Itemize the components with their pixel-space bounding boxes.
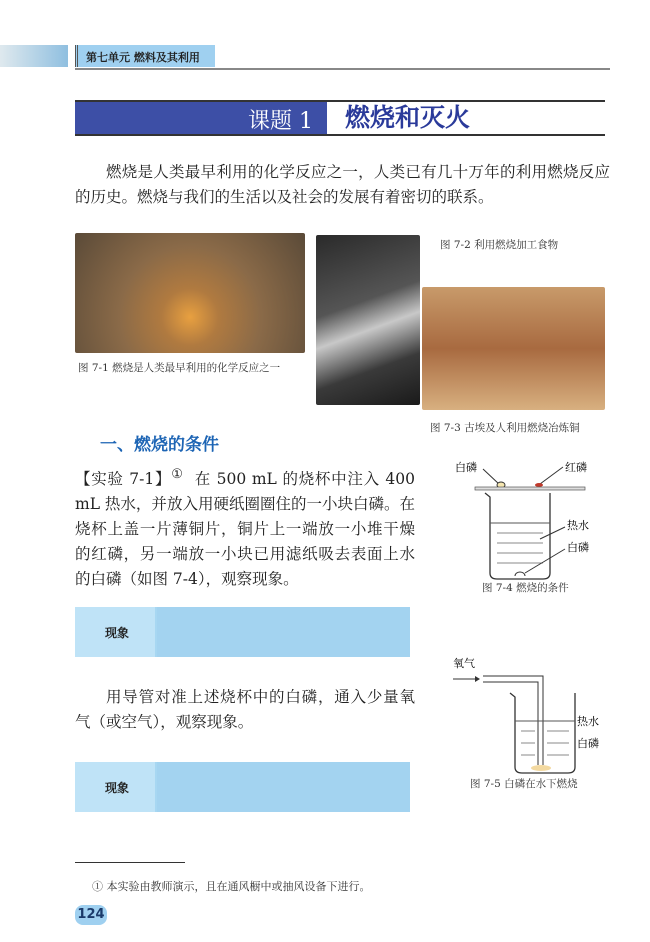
experiment-paragraph xyxy=(75,462,415,592)
label-white-phosphorus: 白磷 xyxy=(455,461,477,474)
phenomenon-answer-area-2 xyxy=(157,762,410,812)
experiment-tag: 【实验 7-1】 xyxy=(75,470,172,489)
label-oxygen: 氧气 xyxy=(453,657,475,670)
header-rule xyxy=(75,68,610,70)
footnote-rule xyxy=(75,862,185,863)
lesson-title: 燃烧和灭火 xyxy=(345,103,471,132)
label-hot-water: 热水 xyxy=(567,519,589,532)
lesson-number: 课题 1 xyxy=(75,102,327,134)
experiment-text: 在 500 mL 的烧杯中注入 400 mL 热水，并放入用硬纸圈圈住的一小块白磷。在烧杯上盖一片薄铜片，铜片上一端放一小堆干燥的红磷，另一端放一小块已用滤纸吸去表面上水的白磷（如图 7-4），观察现象。 xyxy=(75,470,416,589)
figure-7-4-caption: 图 7-4 燃烧的条件 xyxy=(482,582,569,594)
figure-7-3-image xyxy=(422,287,605,410)
figure-7-3-caption: 图 7-3 古埃及人利用燃烧冶炼铜 xyxy=(430,422,580,434)
figure-7-1-image xyxy=(75,233,305,353)
label-white-phosphorus-2: 白磷 xyxy=(567,541,589,554)
footnote: ① 本实验由教师演示，且在通风橱中或抽风设备下进行。 xyxy=(92,880,371,893)
phenomenon-label: 现象 xyxy=(75,607,155,657)
figure-7-2-image xyxy=(316,235,420,405)
footnote-ref: ① xyxy=(171,467,184,482)
figure-7-5-diagram xyxy=(445,655,605,777)
label-red-phosphorus: 红磷 xyxy=(565,461,587,474)
label-hot-water-2: 热水 xyxy=(577,715,599,728)
figure-7-4-diagram xyxy=(445,455,605,580)
phenomenon-answer-area xyxy=(157,607,410,657)
intro-paragraph: 燃烧是人类最早利用的化学反应之一，人类已有几十万年的利用燃烧反应的历史。燃烧与我们的生活以及社会的发展有着密切的联系。 xyxy=(75,163,610,206)
paragraph-2: 用导管对准上述烧杯中的白磷，通入少量氧气（或空气），观察现象。 xyxy=(75,688,415,731)
figure-7-5-caption: 图 7-5 白磷在水下燃烧 xyxy=(470,778,578,790)
page-number: 124 xyxy=(75,905,107,925)
lesson-title-bar xyxy=(75,100,605,136)
phenomenon-label-2: 现象 xyxy=(75,762,155,812)
label-white-phosphorus-3: 白磷 xyxy=(577,737,599,750)
phenomenon-box-2 xyxy=(75,762,410,812)
unit-label: 第七单元 燃料及其利用 xyxy=(75,45,215,67)
figure-7-1-caption: 图 7-1 燃烧是人类最早利用的化学反应之一 xyxy=(78,362,281,374)
phenomenon-box-1 xyxy=(75,607,410,657)
figure-7-2-caption: 图 7-2 利用燃烧加工食物 xyxy=(440,239,559,251)
section-heading: 一、燃烧的条件 xyxy=(100,435,219,455)
header-strip xyxy=(0,45,68,67)
